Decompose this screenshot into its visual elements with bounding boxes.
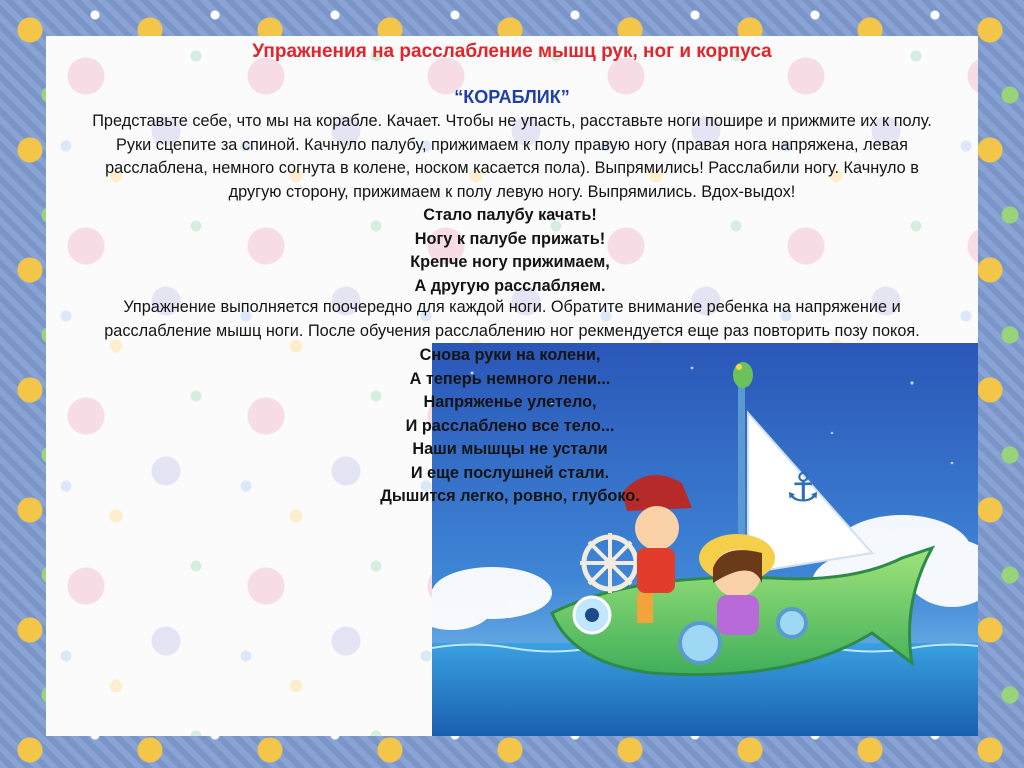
instruction-text — [46, 296, 978, 343]
verse-one — [360, 204, 660, 298]
page-title: Упражнения на расслабление мышц рук, ног и корпуса — [252, 41, 772, 62]
verse-line: Стало палубу качать! — [423, 206, 597, 224]
verse-line: И еще послушней стали. — [410, 463, 610, 482]
svg-text:⚓: ⚓ — [785, 465, 821, 511]
intro-text — [46, 110, 978, 204]
verse-line: А теперь немного лени... — [409, 369, 611, 388]
instruction-line: расслабление мышц ноги. После обучения расслаблению ног рекмендуется еще раз повторить позу покоя. — [104, 321, 920, 340]
verse-two — [320, 344, 700, 509]
verse-line: Напряженье улетело, — [423, 393, 597, 411]
verse-line: И расслаблено все тело... — [405, 416, 615, 435]
verse-line: А другую расслабляем. — [414, 276, 606, 295]
verse-line: Ногу к палубе прижать! — [414, 229, 606, 248]
intro-line: Руки сцепите за спиной. Качнуло палубу, прижимаем к полу правую ногу (правая нога напряжена, левая — [116, 135, 908, 154]
exercise-title: “КОРАБЛИК” — [454, 87, 570, 107]
intro-line: расслаблена, немного согнута в колене, носком касается пола). Выпрямились! Расслабили ногу. Качнуло в — [105, 159, 919, 177]
verse-line: Дышится легко, ровно, глубоко. — [380, 487, 640, 505]
intro-line: Представьте себе, что мы на корабле. Качает. Чтобы не упасть, расставьте ноги пошире и прижмите их к полу. — [92, 112, 932, 130]
verse-line: Крепче ногу прижимаем, — [410, 253, 610, 271]
verse-line: Наши мышцы не устали — [412, 440, 608, 458]
intro-line: другую сторону, прижимаем к полу левую ногу. Выпрямились. Вдох-выдох! — [228, 182, 796, 201]
verse-line: Снова руки на колени, — [419, 346, 601, 364]
instruction-line: Упражнение выполняется поочередно для каждой ноги. Обратите внимание ребенка на напряжение и — [123, 298, 901, 316]
